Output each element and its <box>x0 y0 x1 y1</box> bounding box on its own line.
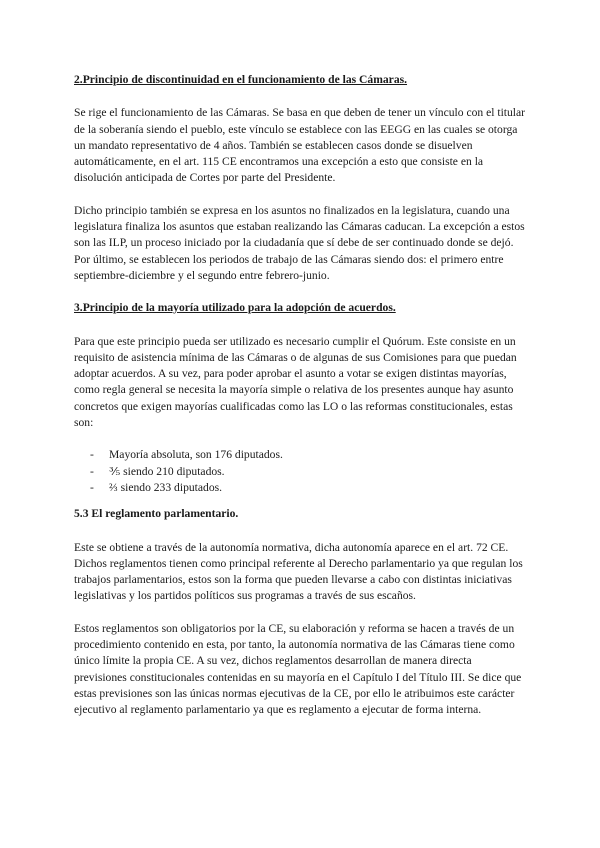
document-page <box>74 72 526 719</box>
list-item-text: ⅔ siendo 233 diputados. <box>109 480 223 494</box>
section-2-paragraph-1: Se rige el funcionamiento de las Cámaras. Se basa en que deben de tener un vínculo con el titular de la soberanía siendo el pueblo, este vínculo se establece con las EEGG en las cuales se otorga un mandato representativo de 4 años. También se establecen casos donde se disuelven automáticamente, en el art. 115 CE encontramos una excepción a esto que consiste en la disolución anticipada de Cortes por parte del Presidente. <box>74 106 526 185</box>
section-3-heading: 3.Principio de la mayoría utilizado para la adopción de acuerdos. <box>74 301 396 315</box>
section-5-3-heading: 5.3 El reglamento parlamentario. <box>74 507 239 521</box>
list-item <box>74 464 526 480</box>
list-item-text: ⅗ siendo 210 diputados. <box>109 464 225 478</box>
list-item-text: Mayoría absoluta, son 176 diputados. <box>109 448 283 462</box>
section-2-heading: 2.Principio de discontinuidad en el funcionamiento de las Cámaras. <box>74 73 408 86</box>
section-3-paragraph: Para que este principio pueda ser utilizado es necesario cumplir el Quórum. Este consiste en un requisito de asistencia mínima de las Cámaras o de algunas de sus Comisiones para que puedan adoptar acuerdos. A su vez, para poder aprobar el asunto a votar se exigen distintas mayorías, como regla general se necesita la mayoría simple o relativa de los presentes aunque hay asunto concretos que exigen mayorías cualificadas como las LO o las reformas constitucionales, estas son: <box>74 334 517 430</box>
majority-list <box>74 447 526 496</box>
list-dash: - <box>90 448 94 462</box>
list-dash: - <box>90 480 94 494</box>
section-2-paragraph-2: Dicho principio también se expresa en los asuntos no finalizados en la legislatura, cuando una legislatura finaliza los asuntos que estaban realizando las Cámaras caducan. La excepción a estos son las ILP, un proceso iniciado por la ciudadanía que sí debe de ser continuado donde se dejó. Por último, se establecen los periodos de trabajo de las Cámaras siendo dos: el primero entre septiembre-diciembre y el segundo entre febrero-junio. <box>74 203 525 282</box>
list-item <box>74 480 526 496</box>
section-5-3-paragraph-2: Estos reglamentos son obligatorios por la CE, su elaboración y reforma se hacen a través de un procedimiento contenido en esta, por tanto, la autonomía normativa de las Cámaras tiene como único límite la propia CE. A su vez, dichos reglamentos desarrollan de manera directa previsiones constitucionales contenidas en su mayoría en el Capítulo I del Título III. Se dice que estas previsiones son las únicas normas ejecutivas de la CE, por ello le atribuimos este carácter ejecutivo al reglamento parlamentario ya que es reglamento a ejecutar de forma interna. <box>74 621 522 717</box>
list-item <box>74 447 526 463</box>
section-5-3-paragraph-1: Este se obtiene a través de la autonomía normativa, dicha autonomía aparece en el art. 72 CE. Dichos reglamentos tienen como principal referente al Derecho parlamentario ya que regulan los trabajos parlamentarios, estos son la forma que pueden llevarse a cabo con distintas iniciativas legislativas y los partidos políticos sus programas a través de sus escaños. <box>74 540 523 603</box>
list-dash: - <box>90 464 94 478</box>
